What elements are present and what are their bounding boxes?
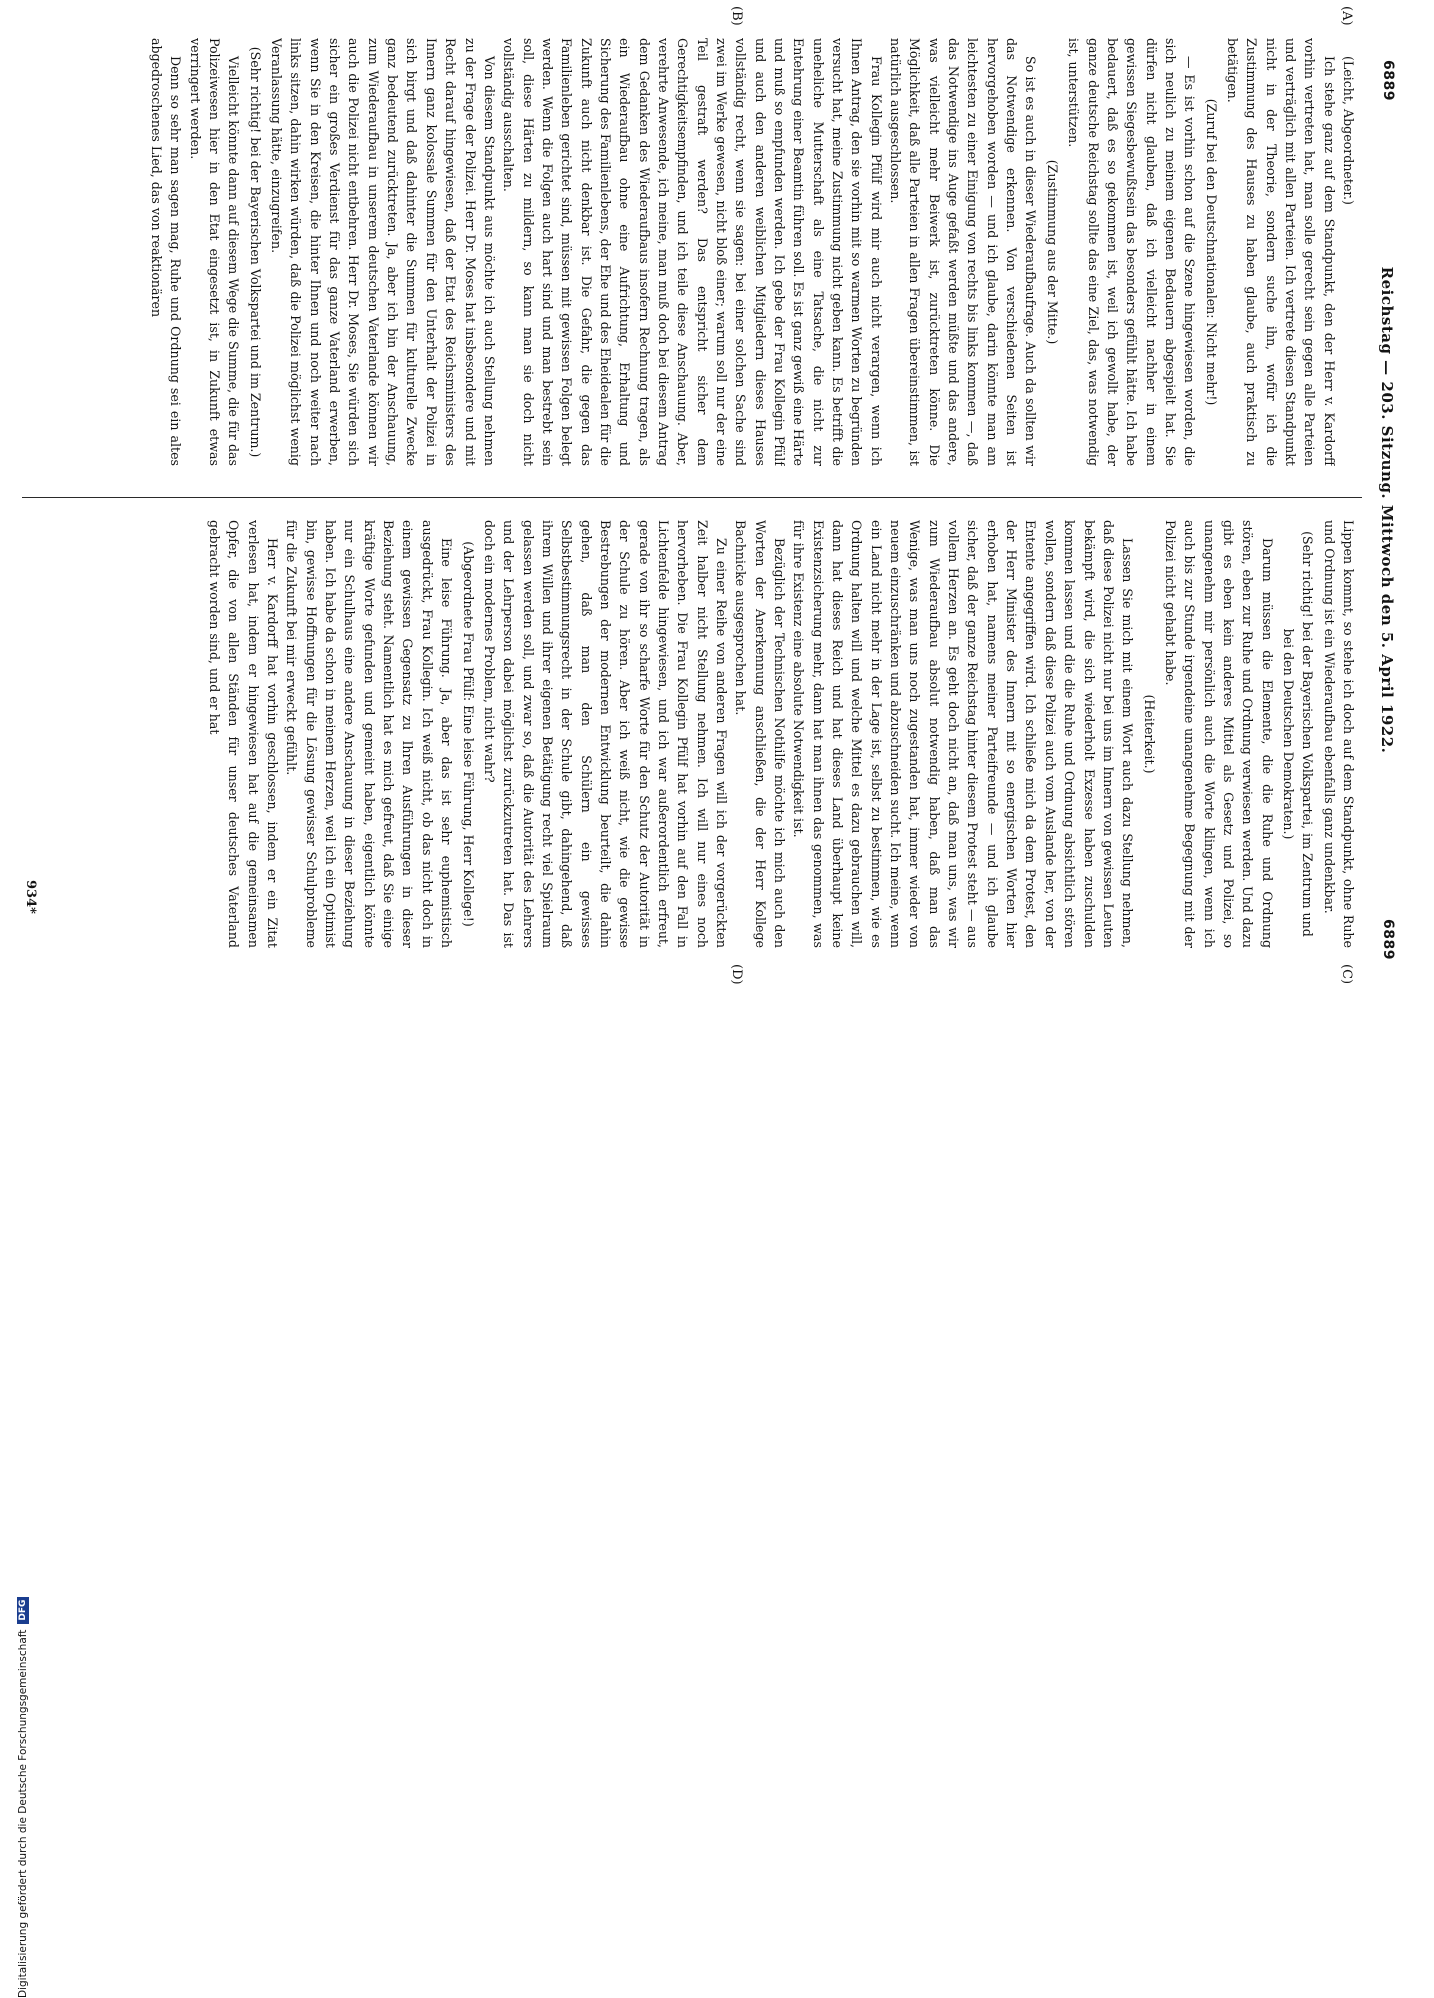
paragraph: Lippen kommt, so stehe ich doch auf dem Standpunkt, ohne Ruhe und Ordnung ist ein Wiederaufbau ebenfalls ganz undenkbar. (1321, 520, 1356, 948)
paragraph: Denn so sehr man sagen mag, Ruhe und Ordnung sei ein altes abgedroschenes Lied, das von reaktionären (149, 38, 184, 466)
digitization-credit (0, 1005, 1434, 1998)
paragraph: Frau Kollegin Pfülf wird mir auch nicht verargen, wenn ich Ihnen Antrag, den sie vorhin mit so warmen Worten zu begründen versucht hat, meine Zustimmung nicht geben kann. Es betrifft die uneheliche Mutterschaft als eine Tatsache, die nicht zur Entehrung einer Beamtin führen soll. Es ist ganz gewiß eine Härte und muß so empfunden werden. Ich gebe der Frau Kollegin Pfülf und auch den anderen weiblichen Mitgliedern dieses Hauses vollständig recht, wenn sie sagen: bei einer solchen Sache sind zwei im Werke gewesen, nicht bloß einer; warum soll nur der eine Teil gestraft werden? Das entspricht sicher dem Gerechtigkeitsempfinden, und ich teile diese Anschauung. Aber, verehrte Anwesende, ich meine, man muß doch bei diesem Antrag dem Gedanken des Wiederaufbaus insofern Rechnung tragen, als ein Wiederaufbau ohne eine Aufrichtung, Erhaltung und Sicherung des Familienlebens, der Ehe und des Eheidealen für die Zukunft auch nicht denkbar ist. Die Gefahr, die gegen das Familienleben gerichtet sind, müssen mit gewissen Folgen belegt werden. Wenn die Folgen auch hart sind und man bestrebt sein soll, diese Härten zu mildern, so kann man sie doch nicht vollständig ausschalten. (501, 38, 884, 466)
paragraph: So ist es auch in dieser Wiederaufbaufrage. Auch da sollten wir das Notwendige erkennen. Von verschiedenen Seiten ist hervorgehoben worden — und ich glaube, darin könnte man am leichtesten zu einer Einigung von rechts bis links kommen —, daß das Notwendige ins Auge gefaßt werden müßte und das andere, was vielleicht mehr Beiwerk ist, zurücktreten könne. Die Möglichkeit, daß alle Parteien in allen Fragen übereinstimmen, ist natürlich ausgeschlossen. (888, 38, 1039, 466)
left-text-column (38, 38, 1358, 466)
signature-mark: 934* (23, 880, 38, 914)
page-title: Reichstag — 203. Sitzung. Mittwoch den 5. April 1922. (1378, 266, 1396, 754)
margin-mark-b: (B) (729, 6, 744, 26)
page-number-left: 6889 (1380, 60, 1396, 101)
paragraph: Herr v. Kardorff hat vorhin geschlossen, indem er ein Zitat verlesen hat, indem er hingewiesen hat auf die gemeinsamen Opfer, die von allen Ständen für unser deutsches Vaterland gebracht worden sind, und er hat (207, 520, 281, 948)
interjection: (Zuruf bei den Deutschnationalen: Nicht mehr!) (1203, 98, 1219, 406)
interjection: (Abgeordnete Frau Pfülf: Eine leise Führung, Herr Kollege!) (460, 541, 476, 927)
dfg-logo: DFG (17, 1597, 29, 1624)
paragraph: Darum müssen die Elemente, die die Ruhe und Ordnung stören, eben zur Ruhe und Ordnung verwiesen werden. Und dazu gibt es eben kein anderes Mittel als Gesetz und Polizei, so unangenehm mir persönlich auch die Worte klingen, wenn ich auch bis zur Stunde irgendeine unangenehme Begegnung mit der Polizei nicht gehabt habe. (1162, 520, 1275, 948)
page-header (1370, 60, 1400, 960)
paragraph: Zu einer Reihe von anderen Fragen will ich der vorgerückten Zeit halber nicht Stellung nehmen. Ich will nur eines noch hervorheben. Die Frau Kollegin Pfülf hat vorhin auf den Fall in Lichtenfelde hingewiesen, und ich war außerordentlich erfreut, gerade von ihr so scharfe Worte für den Schutz der Autorität in der Schule zu hören. Aber ich weiß nicht, wie die gewisse Bestrebungen der modernen Entwicklung beurteilt, die dahin gehen, daß man den Schülern ein gewisses Selbstbestimmungsrecht in der Schule gibt, dahingehend, daß ihrem Willen und ihrer eigenen Betätigung recht viel Spielraum gelassen werden soll, und zwar so, daß die Autorität des Lehrers und der Lehrperson dabei möglichst zurückzutreten hat. Das ist doch ein modernes Problem, nicht wahr? (481, 520, 729, 948)
margin-mark-a: (A) (1339, 6, 1354, 26)
column-divider (22, 497, 1362, 498)
paragraph: Vielleicht könnte dann auf diesem Wege die Summe, die für das Polizeiwesen hier in den Etat eingesetzt ist, in Zukunft etwas verringert werden. (187, 38, 242, 466)
paragraph: Von diesem Standpunkt aus möchte ich auch Stellung nehmen zu der Frage der Polizei. Herr Dr. Moses hat insbesondere und mit Recht darauf hingewiesen, daß der Etat des Reichsministers des Innern ganz kolossale Summen für den Unterhalt der Polizei in sich birgt und daß dahinter die Summen für kulturelle Zwecke ganz bedeutend zurücktreten. Ja, aber ich bin der Anschauung, zum Wiederaufbau in unserem deutschen Vaterlande können wir auch die Polizei nicht entbehren. Herr Dr. Moses, Sie würden sich sicher ein großes Verdienst für das ganze Vaterland erwerben, wenn Sie in den Kreisen, die hinter Ihnen und noch weiter nach links sitzen, dahin wirken würden, daß die Polizei möglichst wenig Veranlassung hätte, einzugreifen. (269, 38, 497, 466)
paragraph: Eine leise Führung. Ja, aber das ist sehr euphemistisch ausgedrückt, Frau Kollegin. Ich weiß nicht, ob das nicht doch in einem gewissen Gegensatz zu Ihren Ausführungen in dieser Beziehung steht. Namentlich hat es mich gefreut, daß Sie einige kräftige Worte gefunden und gemeint haben, eigentlich könnte nur ein Schulhaus eine andere Anschauung in dieser Beziehung haben. Ich habe da schon in meinem Herzen, weil ich ein Optimist bin, gewisse Hoffnungen für die Lösung gewisser Schulprobleme für die Zukunft bei mir erweckt gefühlt. (284, 520, 455, 948)
paragraph: Lassen Sie mich mit einem Wort auch dazu Stellung nehmen, daß diese Polizei nicht nur bei uns im Innern von gewissen Leuten bekämpft wird, die sich wiederholt Exzesse haben zuschulden kommen lassen und die die Ruhe und Ordnung absichtlich stören wollen, sondern daß diese Polizei auch vom Auslande her, von der Entente angegriffen wird. Ich schließe mich da dem Protest, den der Herr Minister des Innern mit so energischen Worten hier erhoben hat, namens meiner Parteifreunde — und ich glaube sicher, daß der ganze Reichstag hinter diesem Protest steht — aus vollem Herzen an. Es geht doch nicht an, daß man uns, was wir zum Wiederaufbau absolut notwendig haben, daß man das Wenige, was man uns noch zugestanden hat, immer wieder von neuem einzuschränken und abzuschneiden sucht. Ich meine, wenn ein Land nicht mehr in der Lage ist, selbst zu bestimmen, wie es Ordnung halten will und welche Mittel es dazu gebrauchen will, dann hat dieses Reich und hat dieses Land überhaupt keine Existenzsicherung mehr, dann hat man ihnen das genommen, was für ihre Existenz eine absolute Notwendigkeit ist. (791, 520, 1136, 948)
margin-mark-d: (D) (729, 964, 744, 985)
paragraph: Bezüglich der Technischen Nothilfe möchte ich mich auch den Worten der Anerkennung anschließen, die der Herr Kollege Bachnicke ausgesprochen hat. (733, 520, 788, 948)
interjection: (Sehr richtig! bei der Bayerischen Volkspartei und im Zentrum.) (247, 46, 263, 458)
interjection: (Zustimmung aus der Mitte.) (1044, 159, 1060, 345)
credit-line (16, 1597, 30, 1998)
interjection: (Sehr richtig! bei der Bayerischen Volkspartei, im Zentrum und bei den Deutschen Demokraten.) (1280, 531, 1316, 937)
margin-mark-c: (C) (1339, 964, 1354, 985)
paragraph: — Es ist vorhin schon auf die Szene hingewiesen worden, die sich neulich zu meinem eigenen Bedauern abgespielt hat. Sie dürfen nicht glauben, daß ich vielleicht nachher in einem gewissen Siegesbewußtsein das besonders gefühlt hätte. Ich habe bedauert, daß es so gekommen ist, weil ich gewollt habe, der ganze deutsche Reichstag sollte das eine Ziel, das, was notwendig ist, unterstützen. (1066, 38, 1198, 466)
credit-text: Digitalisierung gefördert durch die Deutsche Forschungsgemeinschaft (17, 1629, 29, 1998)
right-text-column (38, 520, 1358, 948)
paragraph: (Leicht, Abgeordneter.) (1341, 56, 1356, 205)
interjection: (Heiterkeit.) (1141, 694, 1157, 774)
page-number-right: 6889 (1380, 919, 1396, 960)
paragraph: Ich stehe ganz auf dem Standpunkt, den der Herr v. Kardorff vorhin vertreten hat, man solle gerecht sein gegen alle Parteien und verträglich mit allen Parteien. Ich vertrete diesen Standpunkt nicht in der Theorie, sondern suche ihn, wofür ich die Zustimmung des Hauses zu haben glaube, auch praktisch zu betätigen. (1224, 38, 1337, 466)
